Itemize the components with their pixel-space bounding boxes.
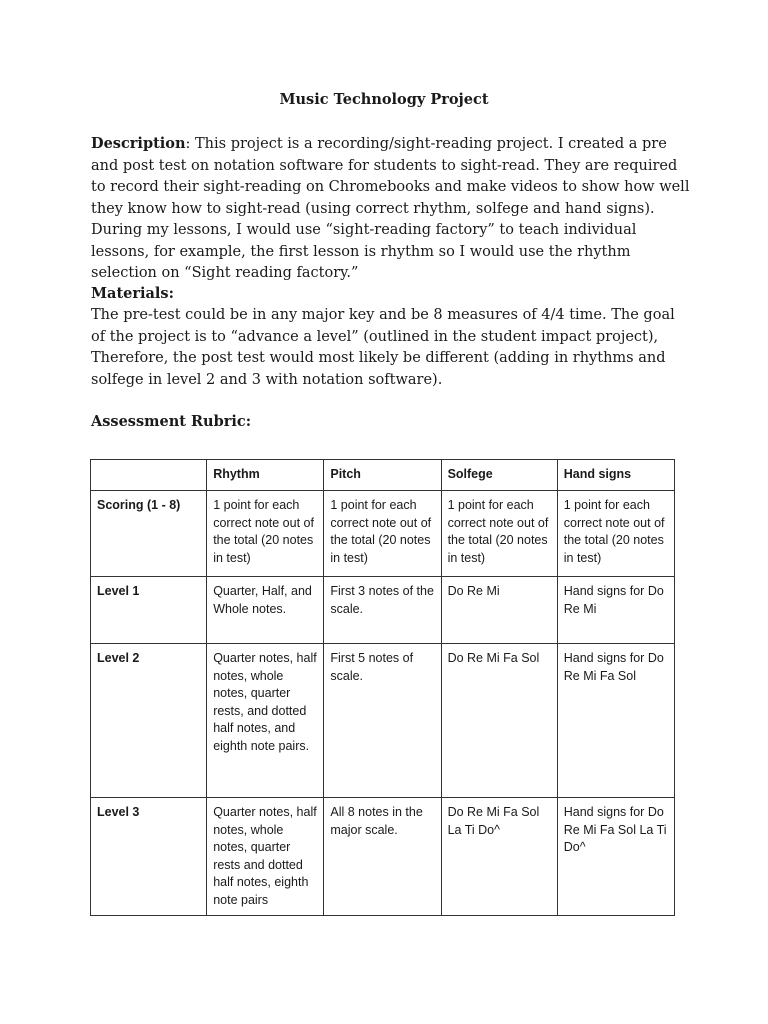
cell-hand-signs: Hand signs for Do Re Mi Fa Sol: [557, 644, 674, 798]
row-label-scoring: Scoring (1 - 8): [91, 491, 207, 577]
cell-rhythm: 1 point for each correct note out of the total (20 notes in test): [207, 491, 324, 577]
description-text: : This project is a recording/sight-reading project. I created a pre and post test on notation software for students to sight-read. They are required to record their sight-reading on Chromebooks and make videos to show how well they know how to sight-read (using correct rhythm, solfege and hand signs). During my lessons, I would use “sight-reading factory” to teach individual lessons, for example, the first lesson is rhythm so I would use the rhythm selection on “Sight reading factory.”: [91, 136, 690, 281]
cell-pitch: First 5 notes of scale.: [324, 644, 441, 798]
description-paragraph: [91, 133, 691, 285]
column-header-blank: [91, 460, 207, 491]
materials-heading: Materials:: [91, 285, 174, 302]
table-row: [91, 577, 675, 644]
cell-rhythm: Quarter notes, half notes, whole notes, quarter rests, and dotted half notes, and eighth note pairs.: [207, 644, 324, 798]
cell-solfege: Do Re Mi: [441, 577, 557, 644]
column-header-hand-signs: Hand signs: [557, 460, 674, 491]
table-row: [91, 644, 675, 798]
cell-solfege: Do Re Mi Fa Sol La Ti Do^: [441, 798, 557, 916]
row-label-level-1: Level 1: [91, 577, 207, 644]
cell-solfege: Do Re Mi Fa Sol: [441, 644, 557, 798]
cell-solfege: 1 point for each correct note out of the total (20 notes in test): [441, 491, 557, 577]
row-label-level-3: Level 3: [91, 798, 207, 916]
table-row: [91, 798, 675, 916]
page-title: Music Technology Project: [279, 91, 489, 108]
cell-hand-signs: Hand signs for Do Re Mi Fa Sol La Ti Do^: [557, 798, 674, 916]
rubric-heading: Assessment Rubric:: [91, 413, 252, 430]
column-header-solfege: Solfege: [441, 460, 557, 491]
materials-text: The pre-test could be in any major key and be 8 measures of 4/4 time. The goal of the project is to “advance a level” (outlined in the student impact project), Therefore, the post test would most likely be different (adding in rhythms and solfege in level 2 and 3 with notation software).: [91, 307, 675, 388]
table-row: [91, 491, 675, 577]
cell-hand-signs: Hand signs for Do Re Mi: [557, 577, 674, 644]
description-heading: Description: [91, 135, 186, 152]
cell-pitch: First 3 notes of the scale.: [324, 577, 441, 644]
column-header-pitch: Pitch: [324, 460, 441, 491]
cell-hand-signs: 1 point for each correct note out of the total (20 notes in test): [557, 491, 674, 577]
assessment-rubric-table: [90, 459, 675, 916]
table-header-row: [91, 460, 675, 491]
column-header-rhythm: Rhythm: [207, 460, 324, 491]
row-label-level-2: Level 2: [91, 644, 207, 798]
cell-rhythm: Quarter, Half, and Whole notes.: [207, 577, 324, 644]
cell-pitch: All 8 notes in the major scale.: [324, 798, 441, 916]
cell-rhythm: Quarter notes, half notes, whole notes, quarter rests and dotted half notes, eighth note pairs: [207, 798, 324, 916]
cell-pitch: 1 point for each correct note out of the total (20 notes in test): [324, 491, 441, 577]
